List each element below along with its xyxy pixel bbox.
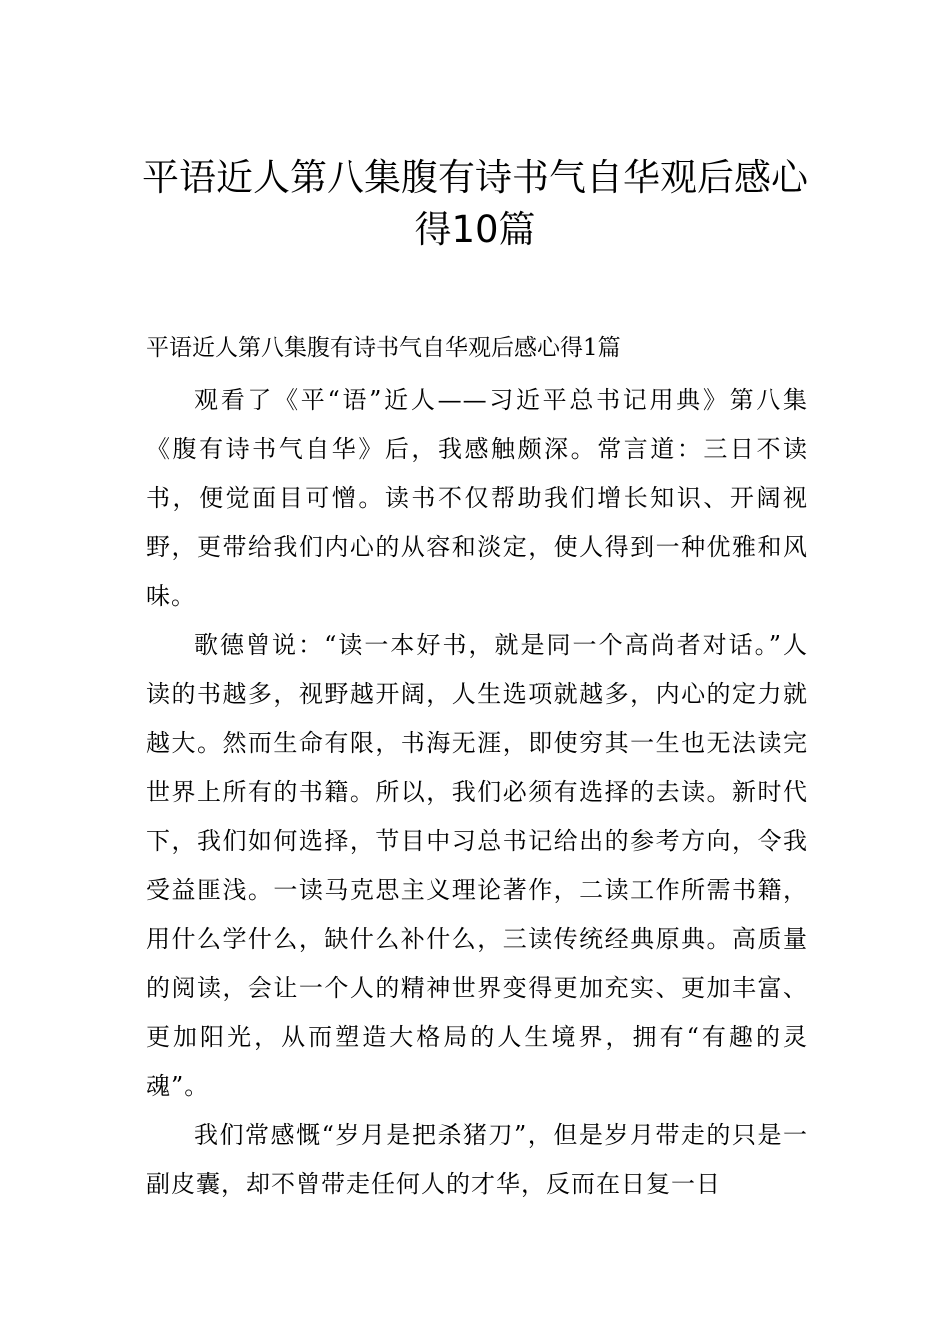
paragraph-1: 观看了《平“语”近人——习近平总书记用典》第八集《腹有诗书气自华》后，我感触颇深。常言道：三日不读书，便觉面目可憎。读书不仅帮助我们增长知识、开阔视野，更带给我们内心的从容和淡定，使人得到一种优雅和风味。 [146, 386, 808, 610]
section-heading: 平语近人第八集腹有诗书气自华观后感心得1篇 [146, 335, 621, 361]
document-body [146, 376, 808, 1209]
paragraph-3: 我们常感慨“岁月是把杀猪刀”，但是岁月带走的只是一副皮囊，却不曾带走任何人的才华，反而在日复一日 [146, 1121, 808, 1198]
paragraph-2: 歌德曾说：“读一本好书，就是同一个高尚者对话。”人读的书越多，视野越开阔，人生选项就越多，内心的定力就越大。然而生命有限，书海无涯，即使穷其一生也无法读完世界上所有的书籍。所以，我们必须有选择的去读。新时代下，我们如何选择，节目中习总书记给出的参考方向，令我受益匪浅。一读马克思主义理论著作，二读工作所需书籍，用什么学什么，缺什么补什么，三读传统经典原典。高质量的阅读，会让一个人的精神世界变得更加充实、更加丰富、更加阳光，从而塑造大格局的人生境界，拥有“有趣的灵魂”。 [146, 631, 808, 1100]
document-title: 平语近人第八集腹有诗书气自华观后感心得10篇 [142, 156, 808, 251]
